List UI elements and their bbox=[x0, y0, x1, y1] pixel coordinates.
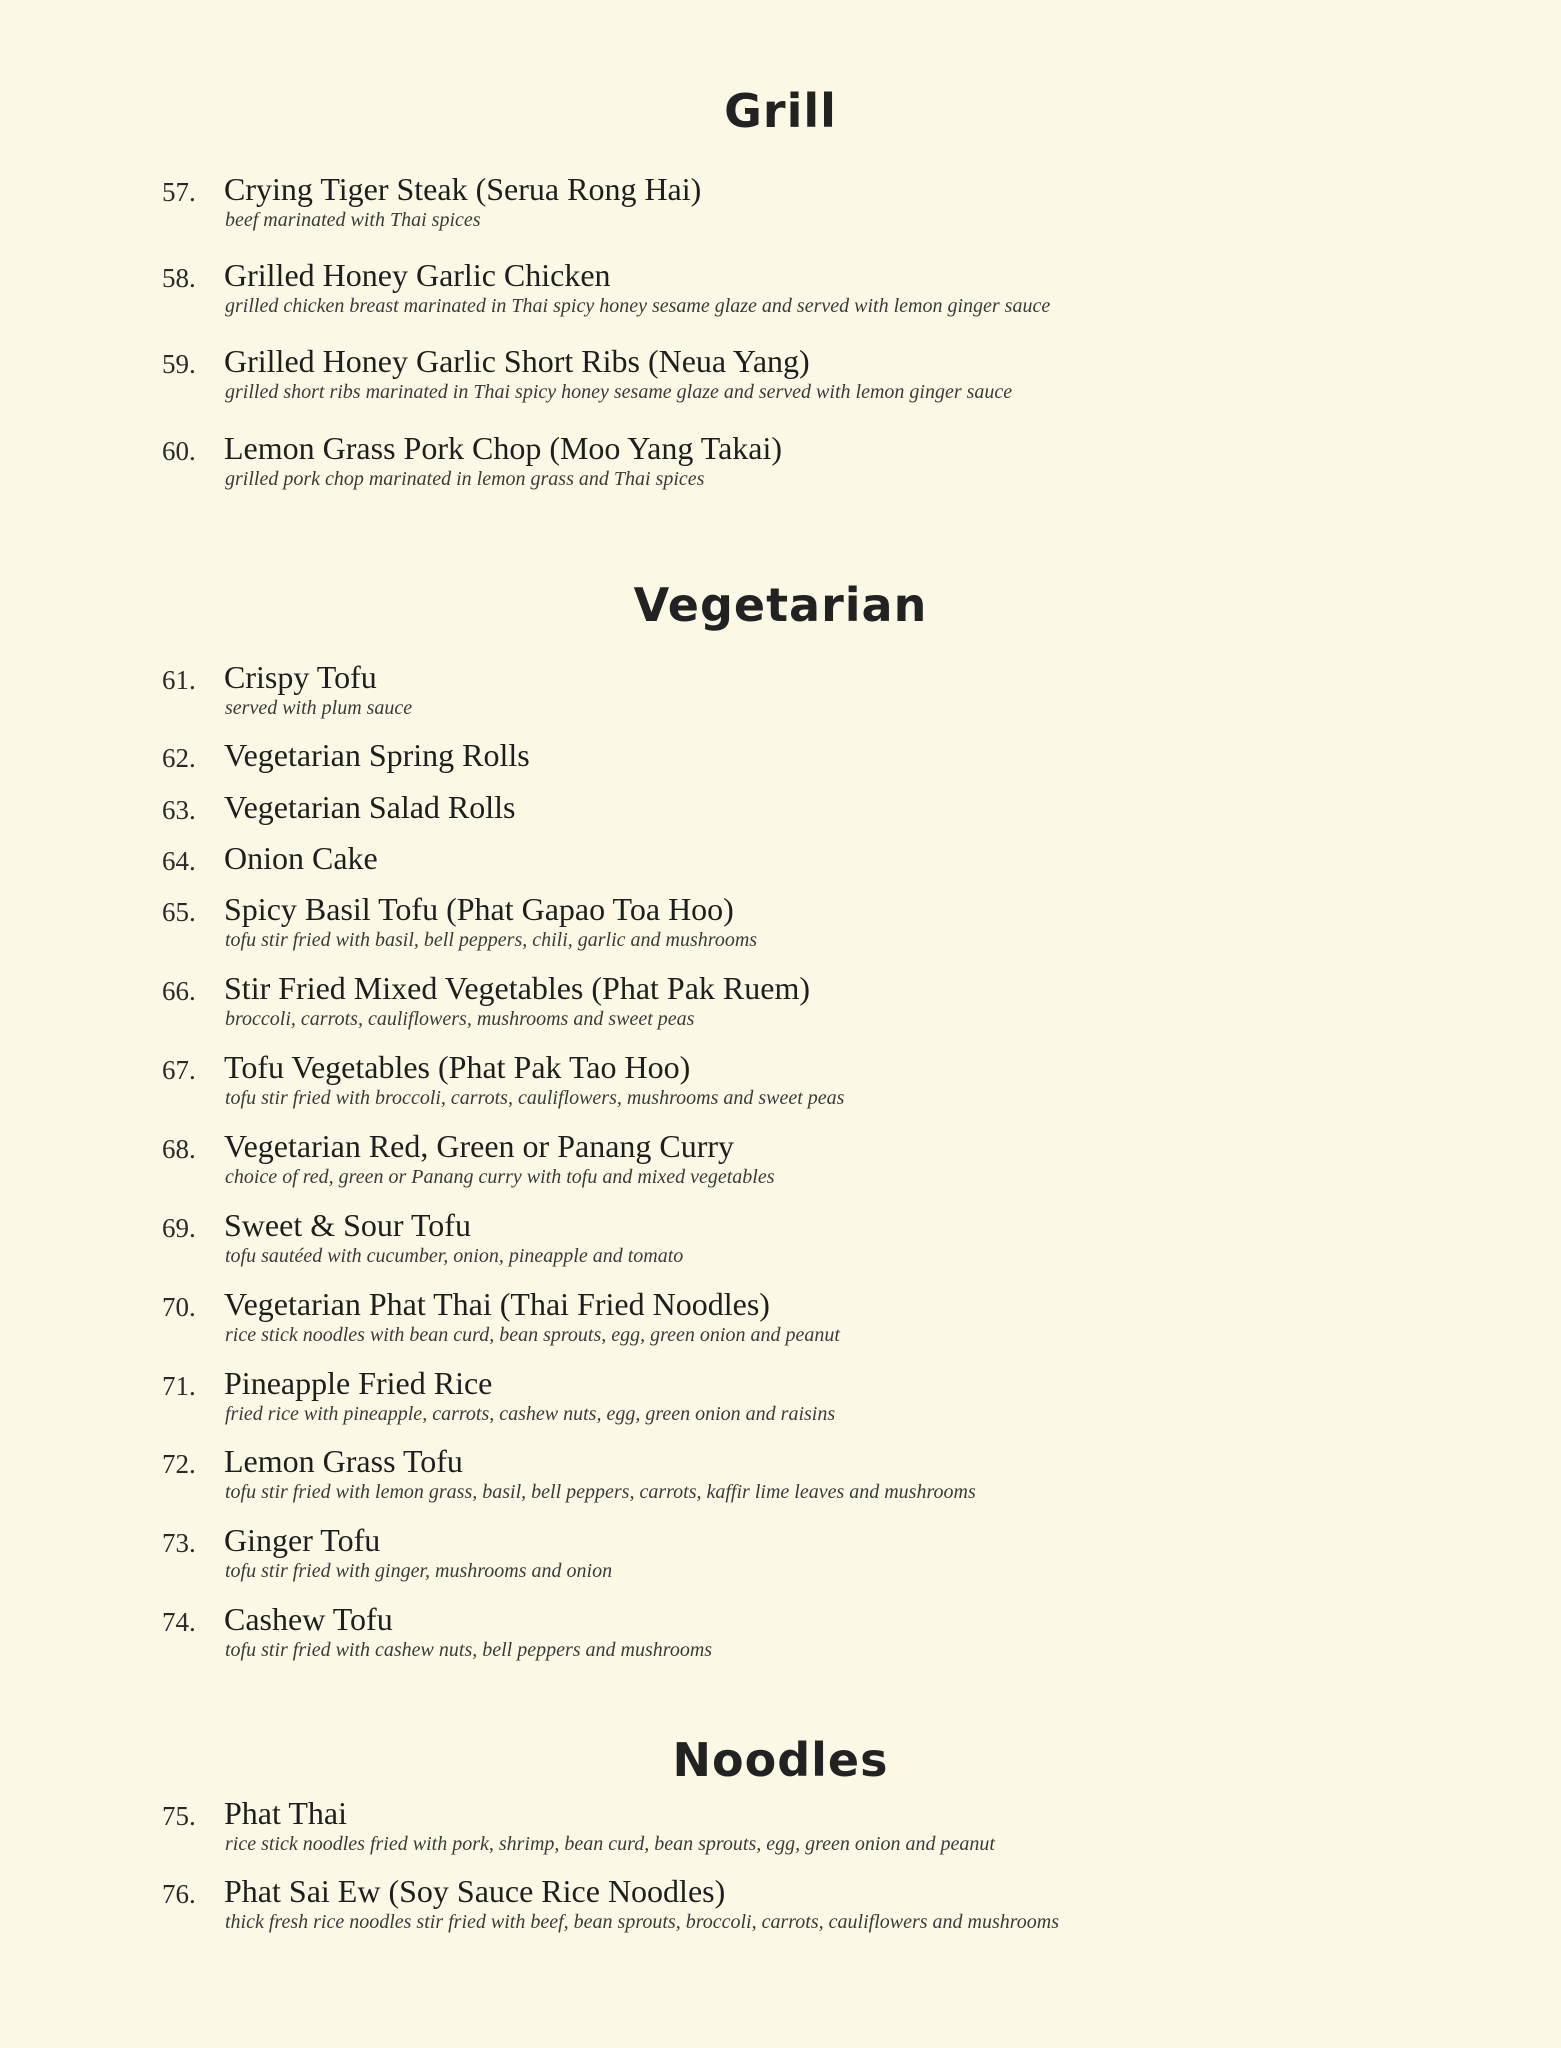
item-description: grilled pork chop marinated in lemon grass and Thai spices bbox=[225, 468, 705, 490]
item-number: 72. bbox=[162, 1449, 196, 1479]
item-name: Vegetarian Red, Green or Panang Curry bbox=[224, 1128, 735, 1164]
item-description: fried rice with pineapple, carrots, cashew nuts, egg, green onion and raisins bbox=[225, 1403, 836, 1425]
item-description: tofu stir fried with ginger, mushrooms and onion bbox=[225, 1560, 613, 1582]
item-name: Lemon Grass Pork Chop (Moo Yang Takai) bbox=[224, 430, 783, 466]
item-description: broccoli, carrots, cauliflowers, mushrooms and sweet peas bbox=[225, 1008, 695, 1030]
item-number: 76. bbox=[162, 1879, 196, 1909]
item-description: rice stick noodles with bean curd, bean sprouts, egg, green onion and peanut bbox=[225, 1324, 840, 1346]
item-number: 71. bbox=[162, 1371, 196, 1401]
item-description: choice of red, green or Panang curry with tofu and mixed vegetables bbox=[225, 1166, 775, 1188]
item-description: rice stick noodles fried with pork, shrimp, bean curd, bean sprouts, egg, green onion and peanut bbox=[225, 1833, 995, 1855]
item-number: 63. bbox=[162, 795, 196, 825]
item-name: Spicy Basil Tofu (Phat Gapao Toa Hoo) bbox=[224, 891, 734, 927]
item-description: tofu stir fried with basil, bell peppers, chili, garlic and mushrooms bbox=[225, 929, 758, 951]
item-number: 65. bbox=[162, 897, 196, 927]
item-name: Vegetarian Spring Rolls bbox=[224, 737, 530, 773]
item-number: 68. bbox=[162, 1134, 196, 1164]
item-description: grilled short ribs marinated in Thai spicy honey sesame glaze and served with lemon ginger sauce bbox=[225, 381, 1013, 403]
item-description: tofu stir fried with broccoli, carrots, cauliflowers, mushrooms and sweet peas bbox=[225, 1087, 845, 1109]
section-title-grill: Grill bbox=[724, 84, 837, 138]
item-number: 59. bbox=[162, 349, 196, 379]
item-description: beef marinated with Thai spices bbox=[225, 209, 481, 231]
item-name: Ginger Tofu bbox=[224, 1522, 381, 1558]
item-number: 64. bbox=[162, 846, 196, 876]
item-number: 62. bbox=[162, 743, 196, 773]
item-number: 74. bbox=[162, 1607, 196, 1637]
item-name: Sweet & Sour Tofu bbox=[224, 1207, 471, 1243]
item-number: 67. bbox=[162, 1055, 196, 1085]
item-number: 66. bbox=[162, 976, 196, 1006]
item-name: Phat Thai bbox=[224, 1795, 347, 1831]
item-name: Stir Fried Mixed Vegetables (Phat Pak Ruem) bbox=[224, 970, 810, 1006]
item-name: Pineapple Fried Rice bbox=[224, 1365, 493, 1401]
section-title-vegetarian: Vegetarian bbox=[633, 578, 928, 632]
item-number: 60. bbox=[162, 436, 196, 466]
item-description: served with plum sauce bbox=[225, 697, 413, 719]
item-name: Lemon Grass Tofu bbox=[224, 1443, 463, 1479]
item-name: Onion Cake bbox=[224, 840, 378, 876]
item-number: 70. bbox=[162, 1292, 196, 1322]
item-name: Vegetarian Phat Thai (Thai Fried Noodles) bbox=[224, 1286, 770, 1322]
item-number: 57. bbox=[162, 177, 196, 207]
item-name: Tofu Vegetables (Phat Pak Tao Hoo) bbox=[224, 1049, 691, 1085]
item-description: thick fresh rice noodles stir fried with beef, bean sprouts, broccoli, carrots, cauliflowers and mushrooms bbox=[225, 1911, 1060, 1933]
item-name: Crying Tiger Steak (Serua Rong Hai) bbox=[224, 171, 702, 207]
item-name: Phat Sai Ew (Soy Sauce Rice Noodles) bbox=[224, 1873, 726, 1909]
item-name: Vegetarian Salad Rolls bbox=[224, 789, 516, 825]
item-name: Cashew Tofu bbox=[224, 1601, 393, 1637]
item-number: 58. bbox=[162, 263, 196, 293]
item-description: tofu stir fried with cashew nuts, bell peppers and mushrooms bbox=[225, 1639, 713, 1661]
section-title-noodles: Noodles bbox=[672, 1733, 889, 1787]
item-name: Grilled Honey Garlic Chicken bbox=[224, 257, 611, 293]
item-description: grilled chicken breast marinated in Thai spicy honey sesame glaze and served with lemon ginger sauce bbox=[225, 295, 1051, 317]
item-number: 69. bbox=[162, 1213, 196, 1243]
item-number: 73. bbox=[162, 1528, 196, 1558]
item-description: tofu stir fried with lemon grass, basil, bell peppers, carrots, kaffir lime leaves and mushrooms bbox=[225, 1481, 976, 1503]
item-name: Crispy Tofu bbox=[224, 659, 377, 695]
item-number: 75. bbox=[162, 1801, 196, 1831]
item-name: Grilled Honey Garlic Short Ribs (Neua Yang) bbox=[224, 343, 810, 379]
item-description: tofu sautéed with cucumber, onion, pineapple and tomato bbox=[225, 1245, 684, 1267]
item-number: 61. bbox=[162, 665, 196, 695]
